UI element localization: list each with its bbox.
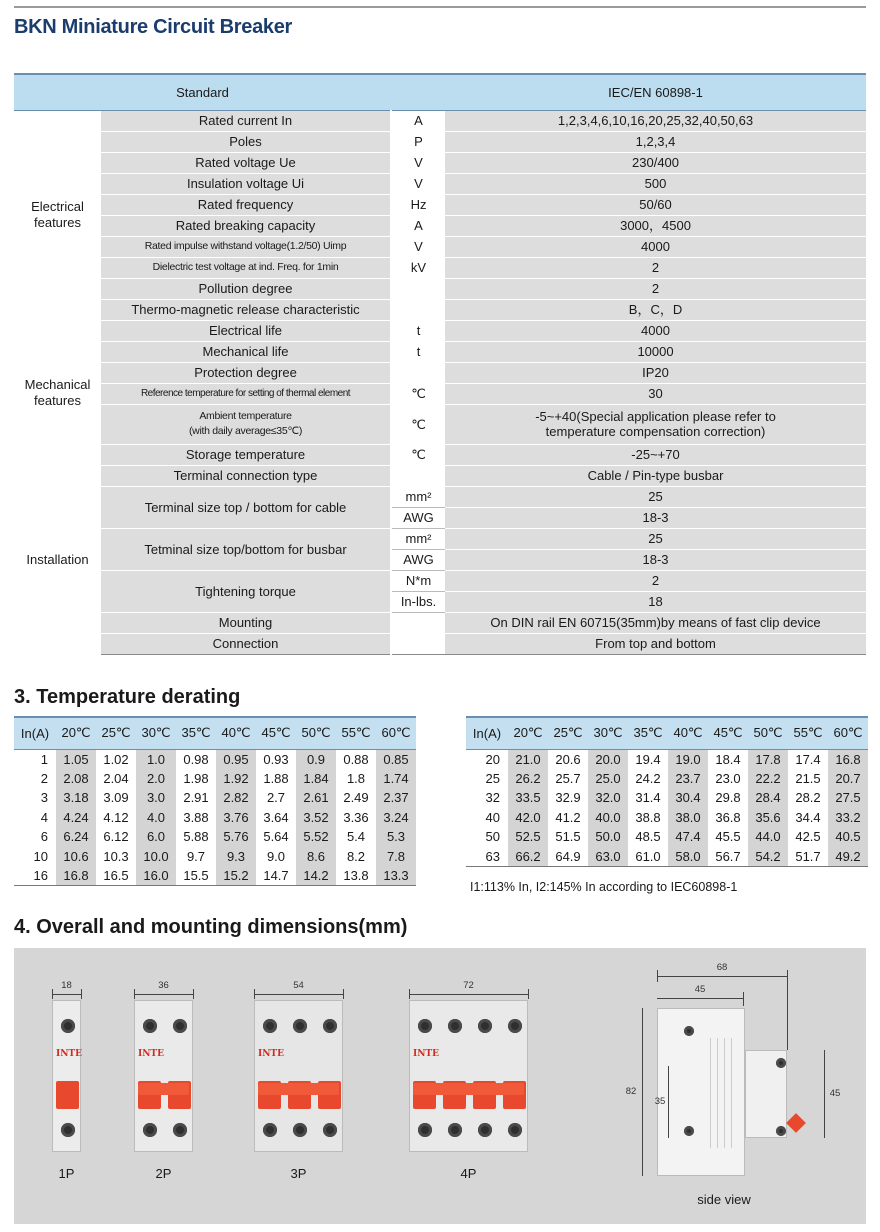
- derating-value: 16.8: [828, 749, 868, 769]
- derating-value: 13.8: [336, 866, 376, 886]
- param-unit: AWG: [391, 549, 445, 570]
- dimension-45-top: 45: [694, 984, 706, 995]
- derating-value: 5.3: [376, 827, 416, 847]
- breaker-1p: [50, 980, 83, 1181]
- derating-value: 32.0: [588, 788, 628, 808]
- derating-value: 33.2: [828, 808, 868, 828]
- param-value: 500: [445, 173, 866, 194]
- derating-value: 28.4: [748, 788, 788, 808]
- param-label: Thermo-magnetic release characteristic: [101, 299, 391, 320]
- derating-value: 0.88: [336, 749, 376, 769]
- terminal-screw-icon: [293, 1123, 307, 1137]
- param-unit: mm²: [391, 528, 445, 549]
- width-dimension: 18: [61, 980, 72, 991]
- breaker-4p: [407, 980, 530, 1181]
- side-toggle: [786, 1113, 806, 1133]
- param-label: Rated frequency: [101, 194, 391, 215]
- derating-value: 8.2: [336, 847, 376, 867]
- lever-bar: [413, 1083, 524, 1095]
- derating-value: 5.64: [256, 827, 296, 847]
- side-view-label: side view: [697, 1192, 751, 1207]
- derating-value: 14.2: [296, 866, 336, 886]
- param-value: From top and bottom: [445, 633, 866, 654]
- derating-current: 6: [14, 827, 56, 847]
- param-value: 25: [445, 528, 866, 549]
- terminal-screw-icon: [418, 1123, 432, 1137]
- derating-value: 34.4: [788, 808, 828, 828]
- derating-header: 45℃: [256, 717, 296, 749]
- param-value: IP20: [445, 362, 866, 383]
- derating-value: 20.6: [548, 749, 588, 769]
- derating-value: 36.8: [708, 808, 748, 828]
- derating-value: 42.5: [788, 827, 828, 847]
- spec-table: [14, 73, 866, 655]
- derating-current: 32: [466, 788, 508, 808]
- derating-current: 16: [14, 866, 56, 886]
- param-unit: ℃: [391, 404, 445, 444]
- param-label: Poles: [101, 131, 391, 152]
- derating-value: 6.0: [136, 827, 176, 847]
- standard-unit: [391, 74, 445, 110]
- derating-value: 16.0: [136, 866, 176, 886]
- breaker-3p: [252, 980, 345, 1181]
- terminal-screw-icon: [263, 1019, 277, 1033]
- derating-value: 21.0: [508, 749, 548, 769]
- derating-current: 40: [466, 808, 508, 828]
- derating-current: 4: [14, 808, 56, 828]
- terminal-screw-icon: [323, 1123, 337, 1137]
- derating-value: 2.82: [216, 788, 256, 808]
- derating-value: 2.7: [256, 788, 296, 808]
- derating-value: 19.0: [668, 749, 708, 769]
- derating-value: 2.08: [56, 769, 96, 789]
- param-label: Storage temperature: [101, 444, 391, 465]
- group-mechanical: Mechanical features: [14, 320, 101, 465]
- derating-value: 22.2: [748, 769, 788, 789]
- group-electrical: Electrical features: [14, 110, 101, 320]
- terminal-screw-icon: [448, 1123, 462, 1137]
- breaker-label: 1P: [58, 1166, 75, 1181]
- derating-current: 1: [14, 749, 56, 769]
- derating-value: 45.5: [708, 827, 748, 847]
- derating-value: 5.4: [336, 827, 376, 847]
- param-value: Cable / Pin-type busbar: [445, 465, 866, 486]
- param-value: 25: [445, 486, 866, 507]
- terminal-screw-icon: [143, 1123, 157, 1137]
- derating-value: 0.85: [376, 749, 416, 769]
- terminal-screw-icon: [293, 1019, 307, 1033]
- derating-value: 9.7: [176, 847, 216, 867]
- param-unit: V: [391, 152, 445, 173]
- derating-value: 6.12: [96, 827, 136, 847]
- breaker-body: [409, 1000, 528, 1152]
- derating-value: 0.93: [256, 749, 296, 769]
- terminal-screw-icon: [478, 1019, 492, 1033]
- param-label: Ambient temperature (with daily average≤35℃): [101, 404, 391, 444]
- param-label: Rated impulse withstand voltage(1.2/50) Uimp: [101, 236, 391, 257]
- derating-value: 5.52: [296, 827, 336, 847]
- derating-value: 30.4: [668, 788, 708, 808]
- dimension-35: 35: [654, 1096, 666, 1107]
- derating-value: 8.6: [296, 847, 336, 867]
- derating-header: 60℃: [828, 717, 868, 749]
- param-label: Connection: [101, 633, 391, 654]
- derating-value: 48.5: [628, 827, 668, 847]
- derating-note: I1:113% In, I2:145% In according to IEC60898-1: [470, 880, 738, 894]
- derating-header: In(A): [466, 717, 508, 749]
- lever-bar: [138, 1083, 189, 1095]
- terminal-screw-icon: [143, 1019, 157, 1033]
- derating-value: 42.0: [508, 808, 548, 828]
- param-value: 230/400: [445, 152, 866, 173]
- param-unit: AWG: [391, 507, 445, 528]
- rivet-icon: [776, 1058, 786, 1068]
- rivet-icon: [684, 1126, 694, 1136]
- param-label: Tetminal size top/bottom for busbar: [101, 528, 391, 570]
- derating-value: 3.76: [216, 808, 256, 828]
- param-value: 18-3: [445, 507, 866, 528]
- param-label: Rated current In: [101, 110, 391, 131]
- param-value: 3000，4500: [445, 215, 866, 236]
- param-value: On DIN rail EN 60715(35mm)by means of fast clip device: [445, 612, 866, 633]
- terminal-screw-icon: [61, 1019, 75, 1033]
- param-unit: [391, 299, 445, 320]
- param-value: 18: [445, 591, 866, 612]
- derating-header: 25℃: [96, 717, 136, 749]
- breaker-body: [134, 1000, 193, 1152]
- rivet-icon: [684, 1026, 694, 1036]
- derating-value: 47.4: [668, 827, 708, 847]
- param-unit: [391, 612, 445, 633]
- param-unit: A: [391, 110, 445, 131]
- derating-value: 25.0: [588, 769, 628, 789]
- terminal-screw-icon: [323, 1019, 337, 1033]
- breaker-body: [52, 1000, 81, 1152]
- derating-value: 9.3: [216, 847, 256, 867]
- derating-value: 40.0: [588, 808, 628, 828]
- derating-value: 4.0: [136, 808, 176, 828]
- derating-value: 2.91: [176, 788, 216, 808]
- derating-current: 63: [466, 847, 508, 867]
- param-label: Terminal size top / bottom for cable: [101, 486, 391, 528]
- derating-value: 23.7: [668, 769, 708, 789]
- derating-value: 21.5: [788, 769, 828, 789]
- param-value: 4000: [445, 320, 866, 341]
- derating-value: 2.37: [376, 788, 416, 808]
- derating-value: 2.0: [136, 769, 176, 789]
- param-unit: t: [391, 341, 445, 362]
- derating-value: 33.5: [508, 788, 548, 808]
- derating-value: 1.74: [376, 769, 416, 789]
- derating-value: 20.7: [828, 769, 868, 789]
- derating-value: 4.24: [56, 808, 96, 828]
- derating-value: 23.0: [708, 769, 748, 789]
- terminal-screw-icon: [418, 1019, 432, 1033]
- derating-value: 49.2: [828, 847, 868, 867]
- param-label: Mounting: [101, 612, 391, 633]
- param-unit: V: [391, 236, 445, 257]
- param-label: Mechanical life: [101, 341, 391, 362]
- derating-value: 25.7: [548, 769, 588, 789]
- derating-value: 14.7: [256, 866, 296, 886]
- param-unit: N*m: [391, 570, 445, 591]
- derating-value: 61.0: [628, 847, 668, 867]
- derating-value: 5.76: [216, 827, 256, 847]
- brand-logo: INTE: [258, 1049, 284, 1059]
- derating-header: 25℃: [548, 717, 588, 749]
- param-unit: In-lbs.: [391, 591, 445, 612]
- derating-current: 25: [466, 769, 508, 789]
- derating-header: 20℃: [56, 717, 96, 749]
- param-label: Terminal connection type: [101, 465, 391, 486]
- derating-value: 15.5: [176, 866, 216, 886]
- brand-logo: INTE: [413, 1049, 439, 1059]
- derating-value: 54.2: [748, 847, 788, 867]
- param-label: Pollution degree: [101, 278, 391, 299]
- terminal-screw-icon: [263, 1123, 277, 1137]
- derating-value: 51.7: [788, 847, 828, 867]
- derating-header: 55℃: [788, 717, 828, 749]
- derating-header: 20℃: [508, 717, 548, 749]
- derating-table-right: [466, 716, 868, 867]
- derating-value: 26.2: [508, 769, 548, 789]
- width-dimension: 36: [158, 980, 169, 991]
- standard-label: Standard: [14, 74, 391, 110]
- derating-header: 40℃: [216, 717, 256, 749]
- derating-value: 1.8: [336, 769, 376, 789]
- derating-value: 6.24: [56, 827, 96, 847]
- param-value: 4000: [445, 236, 866, 257]
- group-installation: Installation: [14, 465, 101, 654]
- param-label: Electrical life: [101, 320, 391, 341]
- param-unit: P: [391, 131, 445, 152]
- derating-value: 0.9: [296, 749, 336, 769]
- derating-value: 18.4: [708, 749, 748, 769]
- derating-header: 55℃: [336, 717, 376, 749]
- terminal-screw-icon: [448, 1019, 462, 1033]
- derating-value: 7.8: [376, 847, 416, 867]
- param-label: Rated voltage Ue: [101, 152, 391, 173]
- standard-value: IEC/EN 60898-1: [445, 74, 866, 110]
- param-value: 1,2,3,4,6,10,16,20,25,32,40,50,63: [445, 110, 866, 131]
- derating-value: 52.5: [508, 827, 548, 847]
- param-unit: ℃: [391, 444, 445, 465]
- derating-current: 3: [14, 788, 56, 808]
- derating-value: 40.5: [828, 827, 868, 847]
- param-unit: A: [391, 215, 445, 236]
- top-rule: [14, 6, 866, 8]
- derating-value: 1.02: [96, 749, 136, 769]
- param-unit: V: [391, 173, 445, 194]
- derating-value: 1.92: [216, 769, 256, 789]
- width-dimension: 72: [463, 980, 474, 991]
- derating-header: In(A): [14, 717, 56, 749]
- derating-value: 1.98: [176, 769, 216, 789]
- derating-value: 38.0: [668, 808, 708, 828]
- derating-value: 38.8: [628, 808, 668, 828]
- derating-value: 17.8: [748, 749, 788, 769]
- breaker-label: 3P: [290, 1166, 307, 1181]
- derating-value: 3.88: [176, 808, 216, 828]
- derating-header: 35℃: [176, 717, 216, 749]
- derating-value: 3.64: [256, 808, 296, 828]
- page-title: BKN Miniature Circuit Breaker: [14, 16, 293, 38]
- param-value: 2: [445, 257, 866, 278]
- derating-header: 30℃: [588, 717, 628, 749]
- side-view: [624, 958, 854, 1218]
- derating-value: 1.88: [256, 769, 296, 789]
- param-value: 18-3: [445, 549, 866, 570]
- derating-value: 3.52: [296, 808, 336, 828]
- derating-value: 28.2: [788, 788, 828, 808]
- param-value: 50/60: [445, 194, 866, 215]
- param-unit: ℃: [391, 383, 445, 404]
- param-unit: [391, 362, 445, 383]
- param-unit: mm²: [391, 486, 445, 507]
- derating-value: 2.61: [296, 788, 336, 808]
- brand-logo: INTE: [138, 1049, 164, 1059]
- lever-bar: [258, 1083, 339, 1095]
- derating-value: 29.8: [708, 788, 748, 808]
- param-value: 2: [445, 278, 866, 299]
- param-value: 2: [445, 570, 866, 591]
- brand-logo: INTE: [56, 1049, 82, 1059]
- param-unit: kV: [391, 257, 445, 278]
- derating-header: 35℃: [628, 717, 668, 749]
- derating-value: 3.18: [56, 788, 96, 808]
- temperature-derating-heading: 3. Temperature derating: [14, 686, 241, 708]
- derating-value: 2.49: [336, 788, 376, 808]
- terminal-screw-icon: [508, 1019, 522, 1033]
- derating-value: 10.6: [56, 847, 96, 867]
- terminal-screw-icon: [173, 1123, 187, 1137]
- param-label: Rated breaking capacity: [101, 215, 391, 236]
- derating-table-left: [14, 716, 416, 886]
- param-unit: [391, 465, 445, 486]
- derating-value: 3.09: [96, 788, 136, 808]
- derating-header: 40℃: [668, 717, 708, 749]
- param-value: B，C，D: [445, 299, 866, 320]
- derating-value: 3.24: [376, 808, 416, 828]
- derating-current: 2: [14, 769, 56, 789]
- dimensions-heading: 4. Overall and mounting dimensions(mm): [14, 916, 408, 938]
- dimension-68: 68: [716, 962, 728, 973]
- dimensions-panel: [14, 948, 866, 1224]
- param-label: Dielectric test voltage at ind. Freq. for 1min: [101, 257, 391, 278]
- dimension-45-right: 45: [829, 1088, 841, 1099]
- param-unit: [391, 633, 445, 654]
- breaker-label: 4P: [460, 1166, 477, 1181]
- param-unit: t: [391, 320, 445, 341]
- param-value: 30: [445, 383, 866, 404]
- terminal-screw-icon: [508, 1123, 522, 1137]
- derating-value: 50.0: [588, 827, 628, 847]
- param-value: 1,2,3,4: [445, 131, 866, 152]
- derating-value: 64.9: [548, 847, 588, 867]
- derating-value: 2.04: [96, 769, 136, 789]
- param-unit: Hz: [391, 194, 445, 215]
- derating-value: 24.2: [628, 769, 668, 789]
- derating-header: 50℃: [748, 717, 788, 749]
- derating-value: 20.0: [588, 749, 628, 769]
- derating-current: 20: [466, 749, 508, 769]
- derating-current: 50: [466, 827, 508, 847]
- derating-value: 58.0: [668, 847, 708, 867]
- derating-value: 16.5: [96, 866, 136, 886]
- derating-value: 31.4: [628, 788, 668, 808]
- derating-value: 66.2: [508, 847, 548, 867]
- derating-value: 5.88: [176, 827, 216, 847]
- derating-value: 15.2: [216, 866, 256, 886]
- terminal-screw-icon: [61, 1123, 75, 1137]
- derating-current: 10: [14, 847, 56, 867]
- derating-value: 17.4: [788, 749, 828, 769]
- derating-value: 1.05: [56, 749, 96, 769]
- param-value: -25~+70: [445, 444, 866, 465]
- derating-header: 30℃: [136, 717, 176, 749]
- derating-value: 27.5: [828, 788, 868, 808]
- dimension-82: 82: [625, 1086, 637, 1097]
- param-label: Tightening torque: [101, 570, 391, 612]
- width-dimension: 54: [293, 980, 304, 991]
- derating-value: 9.0: [256, 847, 296, 867]
- derating-value: 0.95: [216, 749, 256, 769]
- derating-value: 44.0: [748, 827, 788, 847]
- param-label: Insulation voltage Ui: [101, 173, 391, 194]
- derating-value: 35.6: [748, 808, 788, 828]
- derating-value: 41.2: [548, 808, 588, 828]
- derating-value: 51.5: [548, 827, 588, 847]
- param-label: Protection degree: [101, 362, 391, 383]
- derating-value: 10.0: [136, 847, 176, 867]
- derating-value: 3.36: [336, 808, 376, 828]
- derating-value: 16.8: [56, 866, 96, 886]
- derating-value: 56.7: [708, 847, 748, 867]
- terminal-screw-icon: [173, 1019, 187, 1033]
- derating-value: 63.0: [588, 847, 628, 867]
- toggle-lever: [56, 1081, 79, 1109]
- derating-value: 19.4: [628, 749, 668, 769]
- breaker-body: [254, 1000, 343, 1152]
- derating-header: 50℃: [296, 717, 336, 749]
- derating-header: 60℃: [376, 717, 416, 749]
- param-value: -5~+40(Special application please refer to temperature compensation correction): [445, 404, 866, 444]
- rivet-icon: [776, 1126, 786, 1136]
- derating-value: 13.3: [376, 866, 416, 886]
- derating-value: 10.3: [96, 847, 136, 867]
- derating-value: 1.84: [296, 769, 336, 789]
- param-value: 10000: [445, 341, 866, 362]
- derating-value: 32.9: [548, 788, 588, 808]
- breaker-label: 2P: [155, 1166, 172, 1181]
- derating-value: 4.12: [96, 808, 136, 828]
- derating-value: 3.0: [136, 788, 176, 808]
- breaker-2p: [132, 980, 195, 1181]
- terminal-screw-icon: [478, 1123, 492, 1137]
- derating-header: 45℃: [708, 717, 748, 749]
- param-label: Reference temperature for setting of thermal element: [101, 383, 391, 404]
- derating-value: 0.98: [176, 749, 216, 769]
- param-unit: [391, 278, 445, 299]
- derating-value: 1.0: [136, 749, 176, 769]
